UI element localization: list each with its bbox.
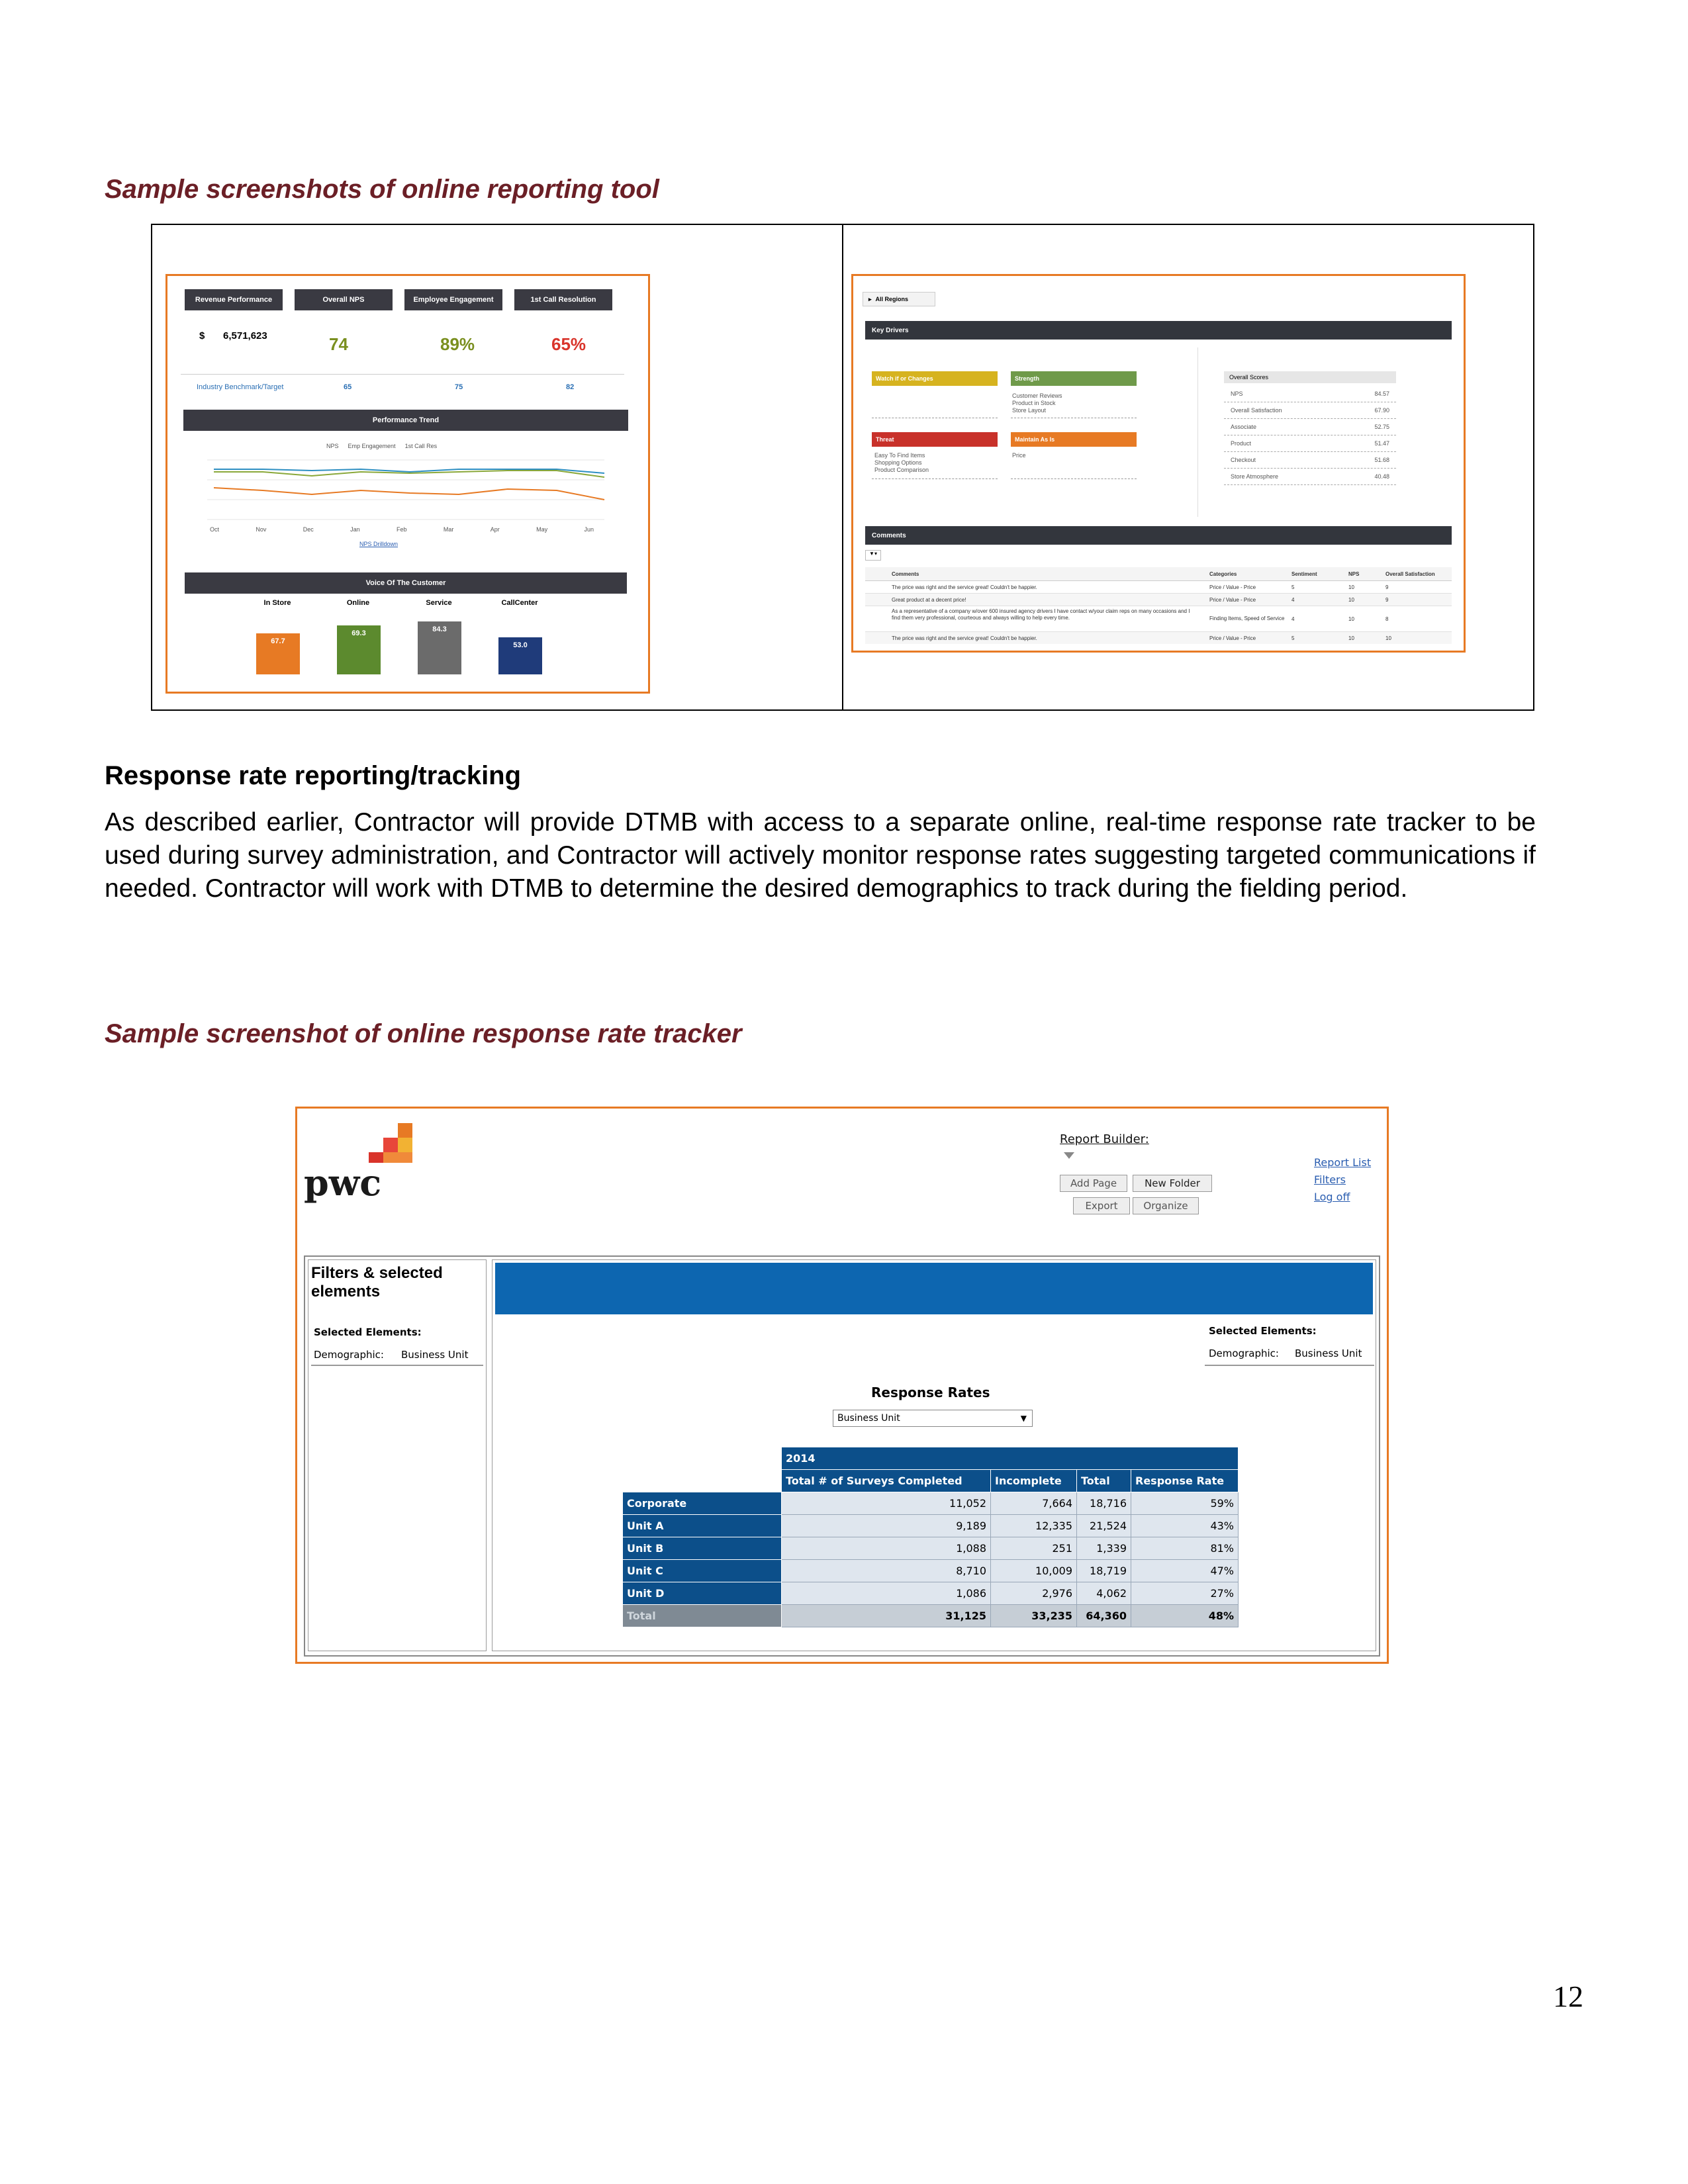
threat-item: Product Comparison bbox=[874, 467, 929, 473]
score-row bbox=[1224, 386, 1396, 402]
nps-col-header[interactable]: NPS bbox=[1348, 570, 1360, 577]
categories-col-header[interactable]: Categories bbox=[1209, 570, 1237, 577]
score-value: 67.90 bbox=[1374, 407, 1389, 414]
chevron-down-icon: ▼ bbox=[1020, 1414, 1027, 1423]
voc-channel-instore: In Store bbox=[263, 599, 291, 607]
divider bbox=[311, 1365, 483, 1366]
series-call-res bbox=[214, 488, 604, 500]
page-number: 12 bbox=[1553, 1979, 1583, 2013]
score-row bbox=[1224, 419, 1396, 435]
comment-row bbox=[865, 632, 1452, 644]
month-label: Jun bbox=[584, 526, 594, 533]
response-rates-title: Response Rates bbox=[871, 1385, 990, 1400]
month-label: Oct bbox=[210, 526, 220, 533]
comment-row bbox=[865, 606, 1452, 632]
cell-total: 1,339 bbox=[1077, 1537, 1131, 1560]
log-off-link[interactable]: Log off bbox=[1314, 1191, 1350, 1203]
score-row bbox=[1224, 402, 1396, 419]
table-row bbox=[623, 1560, 1239, 1582]
comment-text: The price was right and the service great! Couldn't be happier. bbox=[892, 635, 1037, 641]
quadrant-strength: Strength bbox=[1011, 371, 1137, 386]
vertical-divider bbox=[1197, 347, 1198, 517]
year-header: 2014 bbox=[782, 1447, 1239, 1470]
organize-button[interactable]: Organize bbox=[1133, 1197, 1199, 1214]
strength-items bbox=[1012, 392, 1062, 414]
score-name: Associate bbox=[1231, 424, 1257, 430]
score-name: Overall Satisfaction bbox=[1231, 407, 1282, 414]
score-value: 51.68 bbox=[1374, 457, 1389, 463]
benchmark-nps: 65 bbox=[344, 383, 352, 391]
filters-link[interactable]: Filters bbox=[1314, 1173, 1346, 1186]
benchmark-engagement: 75 bbox=[455, 383, 463, 391]
business-unit-select[interactable] bbox=[833, 1410, 1033, 1427]
total-completed: 31,125 bbox=[782, 1605, 991, 1627]
table-row bbox=[623, 1515, 1239, 1537]
call-resolution-value: 65% bbox=[551, 334, 586, 354]
comment-nps: 10 bbox=[1348, 635, 1354, 641]
key-drivers-title: Key Drivers bbox=[865, 321, 1452, 340]
voc-bar-service: 84.3 bbox=[418, 621, 461, 674]
nps-drilldown-link[interactable]: NPS Drilldown bbox=[359, 541, 399, 547]
col-response-rate: Response Rate bbox=[1131, 1470, 1239, 1492]
month-label: Feb bbox=[397, 526, 407, 533]
trend-legend bbox=[326, 443, 437, 449]
score-row bbox=[1224, 452, 1396, 469]
benchmark-label: Industry Benchmark/Target bbox=[197, 383, 284, 391]
cell-completed: 1,086 bbox=[782, 1582, 991, 1605]
select-value: Business Unit bbox=[837, 1413, 900, 1424]
row-unit: Corporate bbox=[623, 1492, 782, 1515]
score-name: NPS bbox=[1231, 390, 1243, 397]
comment-satisfaction: 8 bbox=[1385, 615, 1389, 622]
score-value: 84.57 bbox=[1374, 390, 1389, 397]
cell-rate: 43% bbox=[1131, 1515, 1239, 1537]
voc-channel-online: Online bbox=[346, 599, 370, 607]
demographic-label: Demographic: bbox=[1209, 1347, 1279, 1359]
kpi-header-engagement: Employee Engagement bbox=[404, 289, 502, 310]
overall-scores-list bbox=[1224, 386, 1396, 485]
total-incomplete: 33,235 bbox=[991, 1605, 1077, 1627]
demographic-label: Demographic: bbox=[314, 1349, 384, 1361]
score-name: Checkout bbox=[1231, 457, 1256, 463]
comments-header-row bbox=[865, 567, 1452, 581]
comment-sentiment: 5 bbox=[1291, 584, 1295, 590]
table-row bbox=[623, 1492, 1239, 1515]
maintain-item: Price bbox=[1012, 452, 1026, 459]
comment-category: Price / Value - Price bbox=[1209, 596, 1256, 603]
strength-item: Store Layout bbox=[1012, 407, 1047, 414]
logo-block bbox=[383, 1138, 398, 1152]
key-drivers-screenshot bbox=[851, 274, 1466, 653]
demographic-value: Business Unit bbox=[1295, 1347, 1362, 1359]
row-unit: Unit A bbox=[623, 1515, 782, 1537]
response-tracker-screenshot bbox=[295, 1107, 1389, 1664]
empty-cell bbox=[623, 1447, 782, 1470]
score-value: 52.75 bbox=[1374, 424, 1389, 430]
comment-sentiment: 4 bbox=[1291, 596, 1295, 603]
revenue-value: 6,571,623 bbox=[223, 330, 267, 341]
threat-item: Easy To Find Items bbox=[874, 452, 925, 459]
divider bbox=[181, 374, 624, 375]
score-name: Product bbox=[1231, 440, 1252, 447]
table-total-row bbox=[623, 1605, 1239, 1627]
comment-satisfaction: 9 bbox=[1385, 596, 1389, 603]
month-label: May bbox=[536, 526, 548, 533]
maintain-items bbox=[1012, 452, 1026, 459]
quadrant-threat: Threat bbox=[872, 432, 998, 447]
dashboard-screenshot bbox=[165, 274, 650, 694]
row-unit: Unit D bbox=[623, 1582, 782, 1605]
voc-bar-callcenter: 53.0 bbox=[498, 637, 542, 674]
all-regions-label: All Regions bbox=[875, 296, 909, 302]
legend-call-res: 1st Call Res bbox=[404, 443, 438, 449]
filters-panel bbox=[308, 1259, 487, 1651]
divider bbox=[1205, 1365, 1374, 1366]
total-rate: 48% bbox=[1131, 1605, 1239, 1627]
section-heading: Response rate reporting/tracking bbox=[105, 761, 522, 790]
voc-channel-callcenter: CallCenter bbox=[501, 599, 538, 607]
comment-nps: 10 bbox=[1348, 584, 1354, 590]
quadrant-maintain: Maintain As Is bbox=[1011, 432, 1137, 447]
comment-text: Great product at a decent price! bbox=[892, 596, 966, 603]
comment-satisfaction: 9 bbox=[1385, 584, 1389, 590]
overall-scores-title: Overall Scores bbox=[1224, 371, 1396, 383]
tracker-caption: Sample screenshot of online response rate tracker bbox=[105, 1019, 742, 1048]
strength-item: Product in Stock bbox=[1012, 400, 1056, 406]
month-label: Jan bbox=[350, 526, 360, 533]
col-completed: Total # of Surveys Completed bbox=[782, 1470, 991, 1492]
comment-text: As a representative of a company w/over 600 insured agency drivers I have contact w/your claim reps on many occasions and I find them very professional, courteous and always willing to help every time. bbox=[892, 608, 1190, 621]
comments-title: Comments bbox=[865, 526, 1452, 545]
demographic-value: Business Unit bbox=[401, 1349, 469, 1361]
trend-months bbox=[210, 526, 594, 533]
report-panel bbox=[304, 1255, 1380, 1657]
new-folder-button[interactable]: New Folder bbox=[1133, 1175, 1212, 1192]
strength-item: Customer Reviews bbox=[1012, 392, 1062, 399]
kpi-header-call-resolution: 1st Call Resolution bbox=[514, 289, 612, 310]
table-row bbox=[623, 1537, 1239, 1560]
logo-block bbox=[398, 1123, 412, 1138]
kpi-header-revenue: Revenue Performance bbox=[185, 289, 283, 310]
filters-title: Filters & selected elements bbox=[311, 1264, 443, 1300]
legend-nps: NPS bbox=[326, 443, 339, 449]
cell-total: 4,062 bbox=[1077, 1582, 1131, 1605]
comment-sentiment: 4 bbox=[1291, 615, 1295, 622]
report-builder-title: Report Builder: bbox=[1060, 1132, 1149, 1146]
response-rate-table bbox=[622, 1447, 1239, 1627]
legend-engagement: Emp Engagement bbox=[348, 443, 396, 449]
cell-total: 18,719 bbox=[1077, 1560, 1131, 1582]
threat-items bbox=[874, 452, 929, 474]
reporting-tool-caption: Sample screenshots of online reporting tool bbox=[105, 175, 659, 204]
cell-total: 21,524 bbox=[1077, 1515, 1131, 1537]
cell-incomplete: 251 bbox=[991, 1537, 1077, 1560]
month-label: Nov bbox=[256, 526, 267, 533]
threat-item: Shopping Options bbox=[874, 459, 922, 466]
chevron-down-icon[interactable] bbox=[1064, 1152, 1074, 1159]
month-label: Mar bbox=[443, 526, 454, 533]
cell-incomplete: 2,976 bbox=[991, 1582, 1077, 1605]
trend-title: Performance Trend bbox=[183, 410, 628, 431]
pwc-logo-text: pwc bbox=[304, 1161, 382, 1204]
score-name: Store Atmosphere bbox=[1231, 473, 1279, 480]
table-row bbox=[623, 1582, 1239, 1605]
total-total: 64,360 bbox=[1077, 1605, 1131, 1627]
filter-icon[interactable]: ▼▾ bbox=[865, 550, 881, 561]
engagement-value: 89% bbox=[440, 334, 475, 354]
score-value: 40.48 bbox=[1374, 473, 1389, 480]
pwc-logo bbox=[304, 1118, 416, 1204]
voc-bar-online: 69.3 bbox=[337, 625, 381, 674]
comment-category: Price / Value - Price bbox=[1209, 584, 1256, 590]
col-incomplete: Incomplete bbox=[991, 1470, 1077, 1492]
empty-cell bbox=[623, 1470, 782, 1492]
header-band bbox=[495, 1263, 1373, 1314]
row-unit: Unit C bbox=[623, 1560, 782, 1582]
score-row bbox=[1224, 469, 1396, 485]
score-value: 51.47 bbox=[1374, 440, 1389, 447]
comment-text: The price was right and the service great! Couldn't be happier. bbox=[892, 584, 1037, 590]
row-total-label: Total bbox=[623, 1605, 782, 1627]
export-button[interactable]: Export bbox=[1073, 1197, 1130, 1214]
comment-satisfaction: 10 bbox=[1385, 635, 1391, 641]
voc-bar-instore: 67.7 bbox=[256, 633, 300, 674]
frame-divider bbox=[842, 224, 843, 711]
comment-row bbox=[865, 594, 1452, 606]
comments-col-header[interactable]: Comments bbox=[892, 570, 919, 577]
voc-title: Voice Of The Customer bbox=[185, 572, 627, 594]
cell-rate: 47% bbox=[1131, 1560, 1239, 1582]
comment-category: Price / Value - Price bbox=[1209, 635, 1256, 641]
results-panel bbox=[492, 1259, 1376, 1651]
satisfaction-col-header[interactable]: Overall Satisfaction bbox=[1385, 570, 1435, 577]
quadrant-watch: Watch if or Changes bbox=[872, 371, 998, 386]
report-list-link[interactable]: Report List bbox=[1314, 1156, 1372, 1169]
comment-row bbox=[865, 581, 1452, 594]
comment-category: Finding Items, Speed of Service bbox=[1209, 615, 1285, 621]
cell-rate: 27% bbox=[1131, 1582, 1239, 1605]
section-paragraph: As described earlier, Contractor will provide DTMB with access to a separate online, real-time response rate tracker to be used during survey administration, and Contractor will actively monitor response rates suggesting targeted communications if needed. Contractor will work with DTMB to determine the desired demographics to track during the fielding period. bbox=[105, 808, 1536, 903]
cell-incomplete: 10,009 bbox=[991, 1560, 1077, 1582]
dotted-divider bbox=[1011, 478, 1137, 479]
kpi-header-nps: Overall NPS bbox=[295, 289, 393, 310]
month-label: Apr bbox=[490, 526, 500, 533]
cell-rate: 81% bbox=[1131, 1537, 1239, 1560]
cell-rate: 59% bbox=[1131, 1492, 1239, 1515]
comment-nps: 10 bbox=[1348, 615, 1354, 622]
selected-elements-label: Selected Elements: bbox=[314, 1326, 422, 1338]
add-page-button[interactable]: Add Page bbox=[1060, 1175, 1127, 1192]
row-unit: Unit B bbox=[623, 1537, 782, 1560]
cell-total: 18,716 bbox=[1077, 1492, 1131, 1515]
dotted-divider bbox=[872, 478, 998, 479]
revenue-symbol: $ bbox=[199, 330, 205, 341]
caret-right-icon: ▸ bbox=[868, 295, 872, 302]
table-header-row bbox=[623, 1470, 1239, 1492]
comments-table bbox=[865, 567, 1452, 644]
logo-block bbox=[398, 1138, 412, 1152]
nps-value: 74 bbox=[329, 334, 348, 354]
cell-completed: 11,052 bbox=[782, 1492, 991, 1515]
score-row bbox=[1224, 435, 1396, 452]
all-regions-dropdown[interactable] bbox=[863, 292, 935, 306]
cell-completed: 8,710 bbox=[782, 1560, 991, 1582]
selected-elements-label: Selected Elements: bbox=[1209, 1325, 1317, 1337]
table-year-row bbox=[623, 1447, 1239, 1470]
month-label: Dec bbox=[303, 526, 314, 533]
voc-channel-service: Service bbox=[426, 599, 452, 607]
cell-incomplete: 7,664 bbox=[991, 1492, 1077, 1515]
cell-incomplete: 12,335 bbox=[991, 1515, 1077, 1537]
benchmark-call-resolution: 82 bbox=[566, 383, 575, 391]
cell-completed: 1,088 bbox=[782, 1537, 991, 1560]
comment-sentiment: 5 bbox=[1291, 635, 1295, 641]
sentiment-col-header[interactable]: Sentiment bbox=[1291, 570, 1317, 577]
col-total: Total bbox=[1077, 1470, 1131, 1492]
logo-block bbox=[383, 1152, 412, 1163]
comment-nps: 10 bbox=[1348, 596, 1354, 603]
cell-completed: 9,189 bbox=[782, 1515, 991, 1537]
